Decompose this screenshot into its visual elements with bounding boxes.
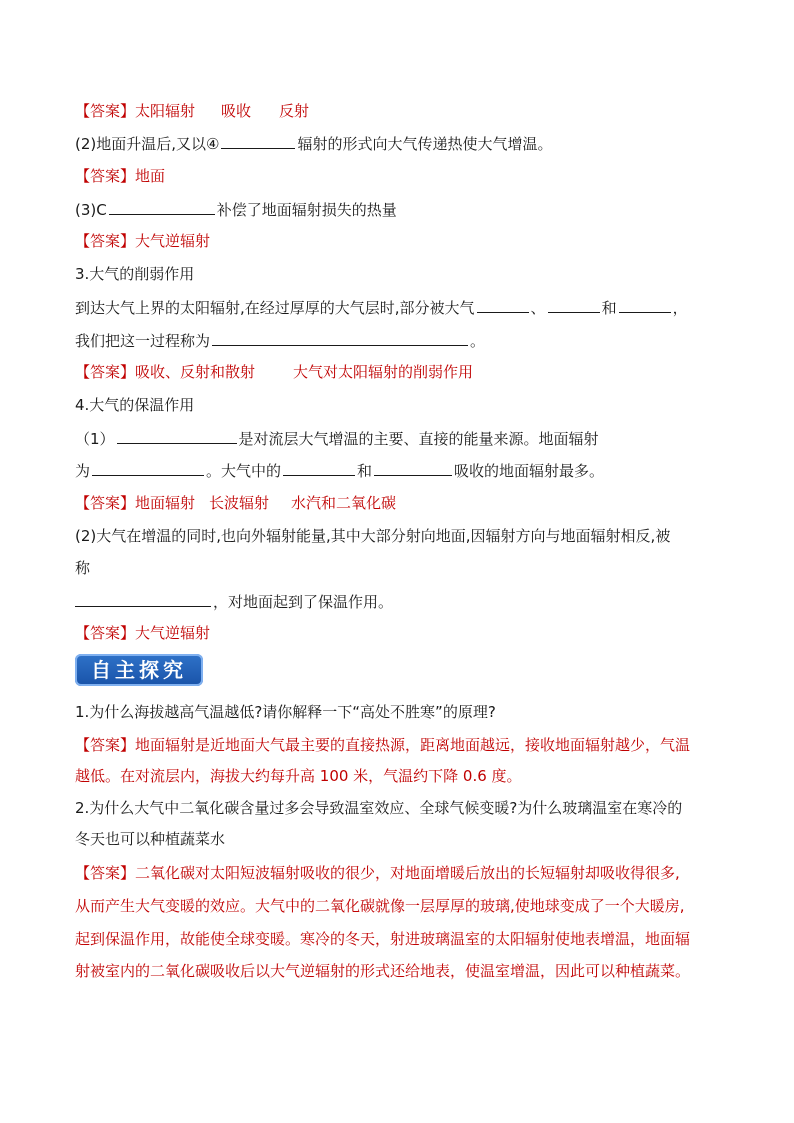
- question-line: [75, 798, 682, 818]
- question-text: 冬天也可以种植蔬菜水: [75, 830, 226, 848]
- question-text: 吸收的地面辐射最多。: [454, 462, 605, 480]
- answer-tag: 【答案】: [75, 363, 136, 381]
- question-text: (2)大气在增温的同时,也向外辐射能量,其中大部分射向地面,因辐射方向与地面辐射相反,被: [75, 527, 671, 545]
- fill-blank[interactable]: [221, 133, 295, 149]
- question-text: ，对地面起到了保温作用。: [213, 593, 394, 611]
- answer-line-3: [75, 231, 210, 251]
- fill-blank[interactable]: [619, 297, 671, 313]
- fill-blank[interactable]: [109, 199, 215, 215]
- answer-text: 大气逆辐射: [135, 232, 211, 250]
- answer-tag: 【答案】: [75, 736, 136, 754]
- answer-tag: 【答案】: [75, 624, 136, 642]
- section-badge: [75, 654, 203, 686]
- answer-text: 水汽和二氧化碳: [291, 494, 397, 512]
- fill-blank[interactable]: [212, 330, 468, 346]
- answer-text: 吸收: [221, 102, 252, 120]
- answer-line-8-cont: [75, 929, 690, 949]
- question-line: [75, 829, 225, 849]
- fill-blank[interactable]: [117, 428, 237, 444]
- question-line: [75, 558, 90, 578]
- fill-blank[interactable]: [92, 460, 204, 476]
- question-text: 2.为什么大气中二氧化碳含量过多会导致温室效应、全球气候变暖?为什么玻璃温室在寒冷的: [75, 799, 683, 817]
- question-text: 和: [601, 299, 617, 317]
- answer-line-6: [75, 623, 210, 643]
- question-text: (3)C: [75, 201, 107, 219]
- answer-tag: 【答案】: [75, 102, 136, 120]
- answer-line-8: [75, 863, 680, 883]
- question-text: (2)地面升温后,又以④: [75, 135, 220, 153]
- question-line: [75, 460, 604, 481]
- answer-text: 地面辐射: [135, 494, 196, 512]
- question-line: [75, 428, 599, 449]
- answer-line-7-cont: [75, 766, 522, 786]
- fill-blank[interactable]: [283, 460, 355, 476]
- question-text: （1）: [75, 430, 115, 448]
- answer-text: 地面辐射是近地面大气最主要的直接热源，距离地面越远，接收地面辐射越少，气温: [135, 736, 691, 754]
- question-line: [75, 591, 393, 612]
- question-line: [75, 297, 688, 318]
- answer-line-4: [75, 362, 473, 382]
- fill-blank[interactable]: [75, 591, 211, 607]
- answer-line-8-cont: [75, 961, 690, 981]
- question-text: 。: [470, 332, 486, 350]
- answer-text: 射被室内的二氧化碳吸收后以大气逆辐射的形式还给地表，使温室增温，因此可以种植蔬菜。: [75, 962, 691, 980]
- question-text: 称: [75, 559, 91, 577]
- question-text: 补偿了地面辐射损失的热量: [216, 201, 397, 219]
- answer-line-5: [75, 493, 396, 513]
- question-text: 辐射的形式向大气传递热使大气增温。: [297, 135, 553, 153]
- answer-line-2: [75, 166, 165, 186]
- question-line: [75, 702, 496, 722]
- question-line: [75, 330, 485, 351]
- heading-text: 3.大气的削弱作用: [75, 265, 195, 283]
- answer-tag: 【答案】: [75, 232, 136, 250]
- answer-line-7: [75, 735, 690, 755]
- answer-text: 大气逆辐射: [135, 624, 211, 642]
- question-text: 到达大气上界的太阳辐射,在经过厚厚的大气层时,部分被大气: [75, 299, 475, 317]
- answer-line-1: [75, 101, 309, 121]
- answer-text: 越低。在对流层内，海拔大约每升高 100 米，气温约下降 0.6 度。: [75, 767, 522, 785]
- answer-text: 地面: [135, 167, 166, 185]
- answer-tag: 【答案】: [75, 494, 136, 512]
- fill-blank[interactable]: [374, 460, 452, 476]
- section-heading: [75, 264, 194, 284]
- answer-text: 二氧化碳对太阳短波辐射吸收的很少，对地面增暖后放出的长短辐射却吸收得很多,: [135, 864, 680, 882]
- question-text: 和: [357, 462, 373, 480]
- answer-line-8-cont: [75, 896, 685, 916]
- answer-tag: 【答案】: [75, 167, 136, 185]
- answer-text: 反射: [279, 102, 310, 120]
- fill-blank[interactable]: [477, 297, 529, 313]
- answer-text: 长波辐射: [209, 494, 270, 512]
- question-text: 1.为什么海拔越高气温越低?请你解释一下“高处不胜寒”的原理?: [75, 703, 496, 721]
- answer-text: 大气对太阳辐射的削弱作用: [293, 363, 474, 381]
- question-line: [75, 133, 552, 154]
- answer-text: 从而产生大气变暖的效应。大气中的二氧化碳就像一层厚厚的玻璃,使地球变成了一个大暖房,: [75, 897, 685, 915]
- question-text: ，: [672, 299, 688, 317]
- question-text: 、: [530, 299, 546, 317]
- question-line: [75, 199, 397, 220]
- answer-text: 太阳辐射: [135, 102, 196, 120]
- answer-tag: 【答案】: [75, 864, 136, 882]
- question-text: 。大气中的: [206, 462, 282, 480]
- question-text: 我们把这一过程称为: [75, 332, 211, 350]
- section-heading: [75, 395, 194, 415]
- fill-blank[interactable]: [548, 297, 600, 313]
- question-text: 为: [75, 462, 91, 480]
- answer-text: 吸收、反射和散射: [135, 363, 256, 381]
- question-line: [75, 526, 670, 546]
- answer-text: 起到保温作用，故能使全球变暖。寒冷的冬天，射进玻璃温室的太阳辐射使地表增温，地面辐: [75, 930, 691, 948]
- badge-label: 自主探究: [91, 658, 187, 682]
- question-text: 是对流层大气增温的主要、直接的能量来源。地面辐射: [238, 430, 599, 448]
- heading-text: 4.大气的保温作用: [75, 396, 195, 414]
